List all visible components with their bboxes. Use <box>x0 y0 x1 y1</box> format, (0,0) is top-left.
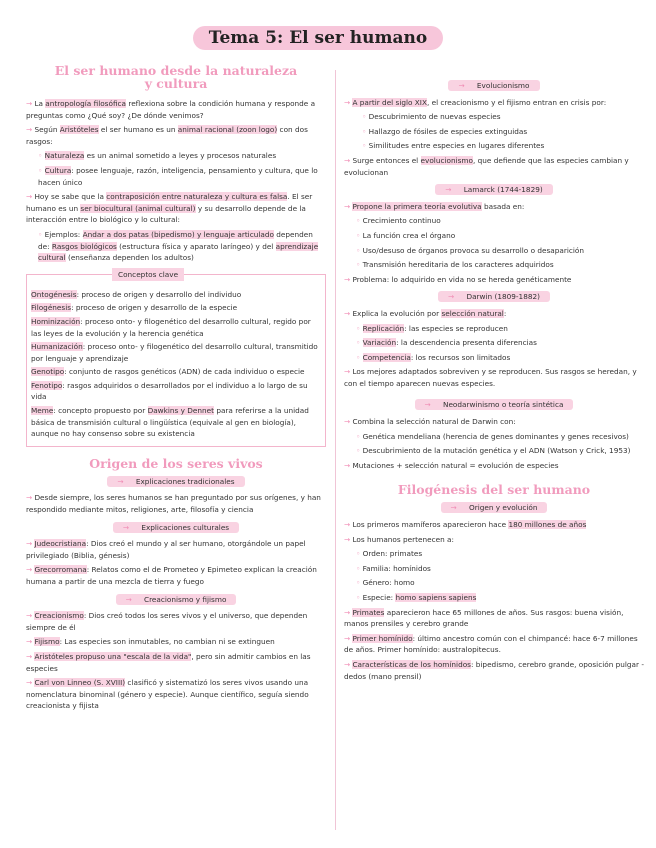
concept-item: Meme: concepto propuesto por Dawkins y Dennet para referirse a la unidad básica de transmisión cultural o lingüística (equivale al gen en biología), aunque no hay consenso sobre su existencia <box>31 406 309 439</box>
paragraph: → Mutaciones + selección natural = evolución de especies <box>344 460 559 470</box>
list-item: ◦ Ejemplos: Andar a dos patas (bipedismo) y lenguaje articulado dependen de: Rasgos biológicos (estructura física y aparato laríngeo) y del aprendizaje cultural (enseñanza dependen los adultos) <box>38 229 319 263</box>
right-column <box>344 80 644 685</box>
list-item: ◦ Competencia: los recursos son limitados <box>356 352 511 362</box>
subheading: → Darwin (1809-1882) <box>344 291 644 303</box>
concept-item: Humanización: proceso onto- y filogenético del desarrollo cultural, transmitido por lenguaje y aprendizaje <box>31 342 318 363</box>
concept-item: Genotipo: conjunto de rasgos genéticos (ADN) de cada individuo o especie <box>31 367 305 377</box>
paragraph: → Hoy se sabe que la contraposición entre naturaleza y cultura es falsa. El ser humano es un ser biocultural (animal cultural) y su desarrollo depende de la interacción entre lo biológico y lo cultural: <box>26 192 313 225</box>
concept-item: Fenotipo: rasgos adquiridos o desarrollados por el individuo a lo largo de su vida <box>31 380 308 402</box>
section-phylogenesis-title: Filogénesis del ser humano <box>397 482 591 498</box>
list-item: ◦ Hallazgo de fósiles de especies extinguidas <box>362 126 528 136</box>
list-item: ◦ Familia: homínidos <box>356 563 431 573</box>
paragraph: → Características de los homínidos: bipedismo, cerebro grande, oposición pulgar - dedos (mano prensil) <box>344 659 644 681</box>
paragraph: → Los mejores adaptados sobreviven y se reproducen. Sus rasgos se heredan, y con el tiempo aparecen nuevas especies. <box>344 367 637 388</box>
section-origin-title: Origen de los seres vivos <box>89 455 263 471</box>
section-title-line2: y cultura <box>144 76 208 91</box>
list-item: ◦ Uso/desuso de órganos provoca su desarrollo o desaparición <box>356 245 585 255</box>
paragraph: → La antropología filosófica reflexiona sobre la condición humana y responde a preguntas como ¿Qué soy? ¿De dónde venimos? <box>26 99 316 120</box>
paragraph: → Carl von Linneo (S. XVIII) clasificó y sistematizó los seres vivos usando una nomenclatura binominal (género y especie). Aunque científico, seguía siendo creacionista y fijista <box>26 678 309 711</box>
list-item: ◦ Género: homo <box>356 578 415 588</box>
list-item: ◦ Transmisión hereditaria de los caracteres adquiridos <box>356 260 554 270</box>
paragraph: → Grecorromana: Relatos como el de Prometeo y Epimeteo explican la creación humana a partir de una mezcla de tierra y fuego <box>26 565 317 586</box>
subheading: → Neodarwinismo o teoría sintética <box>344 399 644 411</box>
subheading: → Explicaciones tradicionales <box>26 476 326 488</box>
paragraph: → Surge entonces el evolucionismo, que defiende que las especies cambian y evolucionan <box>344 155 629 177</box>
list-item: ◦ Naturaleza es un animal sometido a leyes y procesos naturales <box>38 151 277 161</box>
list-item: ◦ Genética mendeliana (herencia de genes dominantes y genes recesivos) <box>356 431 629 441</box>
column-divider <box>335 70 336 830</box>
subheading: → Explicaciones culturales <box>26 522 326 534</box>
section-nature-culture-title <box>26 64 326 90</box>
paragraph: → Los humanos pertenecen a: <box>344 534 454 544</box>
list-item: ◦ Variación: la descendencia presenta diferencias <box>356 338 537 348</box>
key-concepts-box <box>26 269 326 447</box>
paragraph: → Propone la primera teoría evolutiva basada en: <box>344 201 525 211</box>
list-item: ◦ La función crea el órgano <box>356 230 456 240</box>
concept-item: Filogénesis: proceso de origen y desarrollo de la especie <box>31 303 238 313</box>
subheading: → Creacionismo y fijismo <box>26 594 326 606</box>
paragraph: → Primer homínido: último ancestro común con el chimpancé: hace 6-7 millones de años. Primer homínido: australopitecus. <box>344 633 638 655</box>
list-item: ◦ Similitudes entre especies en lugares diferentes <box>362 141 545 151</box>
paragraph: → Combina la selección natural de Darwin con: <box>344 417 516 427</box>
list-item: ◦ Crecimiento continuo <box>356 216 441 226</box>
paragraph: → Aristóteles propuso una "escala de la vida", pero sin admitir cambios en las especies <box>26 651 311 673</box>
paragraph: → Los primeros mamíferos aparecieron hace 180 millones de años <box>344 520 587 530</box>
subheading: → Lamarck (1744-1829) <box>344 184 644 196</box>
paragraph: → Fijismo: Las especies son inmutables, no cambian ni se extinguen <box>26 637 275 647</box>
list-item: ◦ Orden: primates <box>356 549 423 559</box>
subheading: → Origen y evolución <box>344 502 644 514</box>
concept-item: Ontogénesis: proceso de origen y desarrollo del individuo <box>31 289 242 299</box>
list-item: ◦ Descubrimiento de nuevas especies <box>362 112 501 122</box>
section-title-line1: El ser humano desde la naturaleza <box>54 63 298 78</box>
paragraph: → Judeocristiana: Dios creó el mundo y al ser humano, otorgándole un papel privilegiado (Biblia, génesis) <box>26 539 306 560</box>
paragraph: → Creacionismo: Dios creó todos los seres vivos y el universo, que dependen siempre de él <box>26 611 308 632</box>
key-concepts-label: Conceptos clave <box>112 268 184 282</box>
page-title: Tema 5: El ser humano <box>193 26 443 50</box>
paragraph: → Explica la evolución por selección natural: <box>344 308 507 318</box>
list-item: ◦ Cultura: posee lenguaje, razón, inteligencia, pensamiento y cultura, que lo hacen único <box>38 165 318 187</box>
list-item: ◦ Descubrimiento de la mutación genética y el ADN (Watson y Crick, 1953) <box>356 446 631 456</box>
concept-item: Hominización: proceso onto- y filogenético del desarrollo cultural, regido por las leyes de la evolución y la herencia genética <box>31 316 311 338</box>
paragraph: → Desde siempre, los seres humanos se han preguntado por sus orígenes, y han respondido mediante mitos, religiones, arte, filosofía y ciencia <box>26 493 321 515</box>
list-item: ◦ Especie: homo sapiens sapiens <box>356 593 477 602</box>
paragraph: → Según Aristóteles el ser humano es un animal racional (zoon logo) con dos rasgos: <box>26 125 308 146</box>
paragraph: → A partir del siglo XIX, el creacionismo y el fijismo entran en crisis por: <box>344 97 607 107</box>
left-column <box>26 64 326 715</box>
subheading: → Evolucionismo <box>344 80 644 92</box>
paragraph: → Primates aparecieron hace 65 millones de años. Sus rasgos: buena visión, manos prensiles y cerebro grande <box>344 607 624 629</box>
paragraph: → Problema: lo adquirido en vida no se hereda genéticamente <box>344 274 572 284</box>
list-item: ◦ Replicación: las especies se reproducen <box>356 323 508 333</box>
